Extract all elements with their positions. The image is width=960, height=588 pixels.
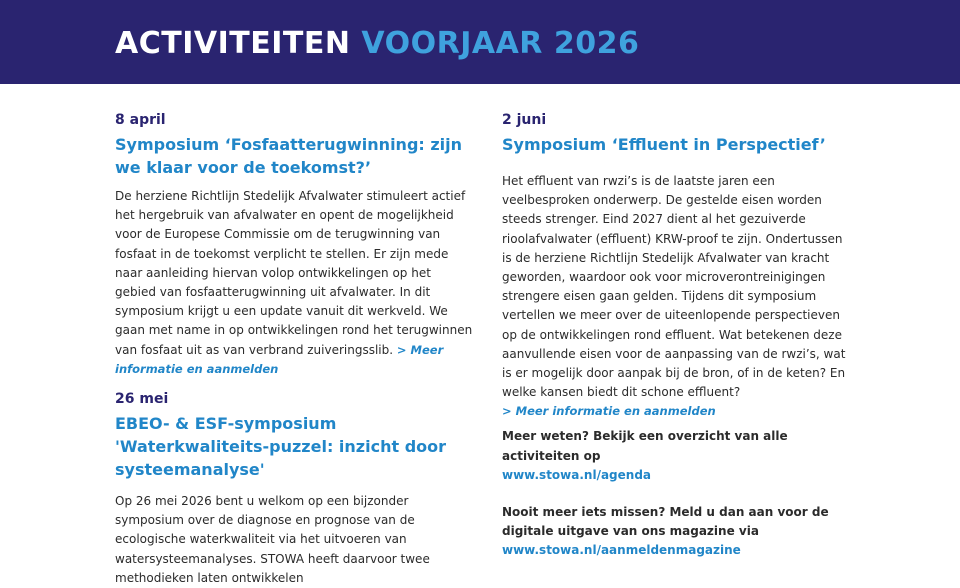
event-date: 26 mei [115,391,169,408]
event-fosfaat [115,110,475,379]
event-date: 8 april [115,112,166,128]
more-info-link[interactable]: > Meer informatie en aanmelden [502,404,716,419]
magazine-link[interactable]: www.stowa.nl/aanmeldenmagazine [502,543,741,558]
page-header [0,0,960,84]
event-title: Symposium ‘Effluent in Perspectief’ [502,135,826,154]
right-column [502,110,847,561]
event-body [115,187,475,379]
agenda-link[interactable]: www.stowa.nl/agenda [502,467,652,482]
agenda-note [502,427,847,485]
event-body: Op 26 mei 2026 bent u welkom op een bijzonder symposium over de diagnose en prognose van de ecologische waterkwaliteit via het uitvoeren van watersysteemanalyses. STOWA heeft daarvoor twee methodieken laten ontwikkelen [115,494,430,585]
magazine-text: Nooit meer iets missen? Meld u dan aan voor de digitale uitgave van ons magazine via [502,505,829,539]
event-body: Het effluent van rwzi’s is de laatste jaren een veelbesproken onderwerp. De gestelde eisen worden steeds strenger. Eind 2027 dient al het gezuiverde rioolafvalwater (effluent) KRW-proof te zijn. Ondertussen is de herziene Richtlijn Stedelijk Afvalwater van kracht geworden, waardoor ook voor microverontreinigingen strengere eisen gaan gelden. Tijdens dit symposium vertellen we meer over de uiteenlopende perspectieven op de ontwikkelingen rond effluent. Wat betekenen deze aanvullende eisen voor de aanpassing van de rwzi’s, wat is er mogelijk door aanpak bij de bron, of in de keten? En welke kansen biedt dit schone effluent? [502,174,846,400]
magazine-note [502,503,847,561]
event-date: 2 juni [502,112,547,128]
left-column [115,110,475,588]
more-info-link[interactable]: > Meer informatie en aanmelden [115,342,444,376]
event-description: De herziene Richtlijn Stedelijk Afvalwater stimuleert actief het hergebruik van afvalwater en opent de mogelijkheid voor de Europese Commissie om de terugwinning van fosfaat in de toekomst verplicht te stellen. Er zijn mede naar aanleiding hiervan volop ontwikkelingen op het gebied van fosfaatterugwinning uit afvalwater. In dit symposium krijgt u een update vanuit dit werkveld. We gaan met name in op ontwikkelingen rond het terugwinnen van fosfaat uit as van verbrand zuiveringsslib. [115,189,473,357]
event-title: EBEO- & ESF-symposium 'Waterkwaliteits-puzzel: inzicht door systeemanalyse' [115,414,447,480]
event-title: Symposium ‘Fosfaatterugwinning: zijn we klaar voor de toekomst?’ [115,135,463,177]
event-ebeo [115,389,475,588]
title-part-2: VOORJAAR 2026 [361,26,640,61]
title-part-1: ACTIVITEITEN [115,26,351,61]
page-title [115,24,639,64]
event-effluent [502,110,847,421]
agenda-text: Meer weten? Bekijk een overzicht van alle activiteiten op [502,429,788,463]
